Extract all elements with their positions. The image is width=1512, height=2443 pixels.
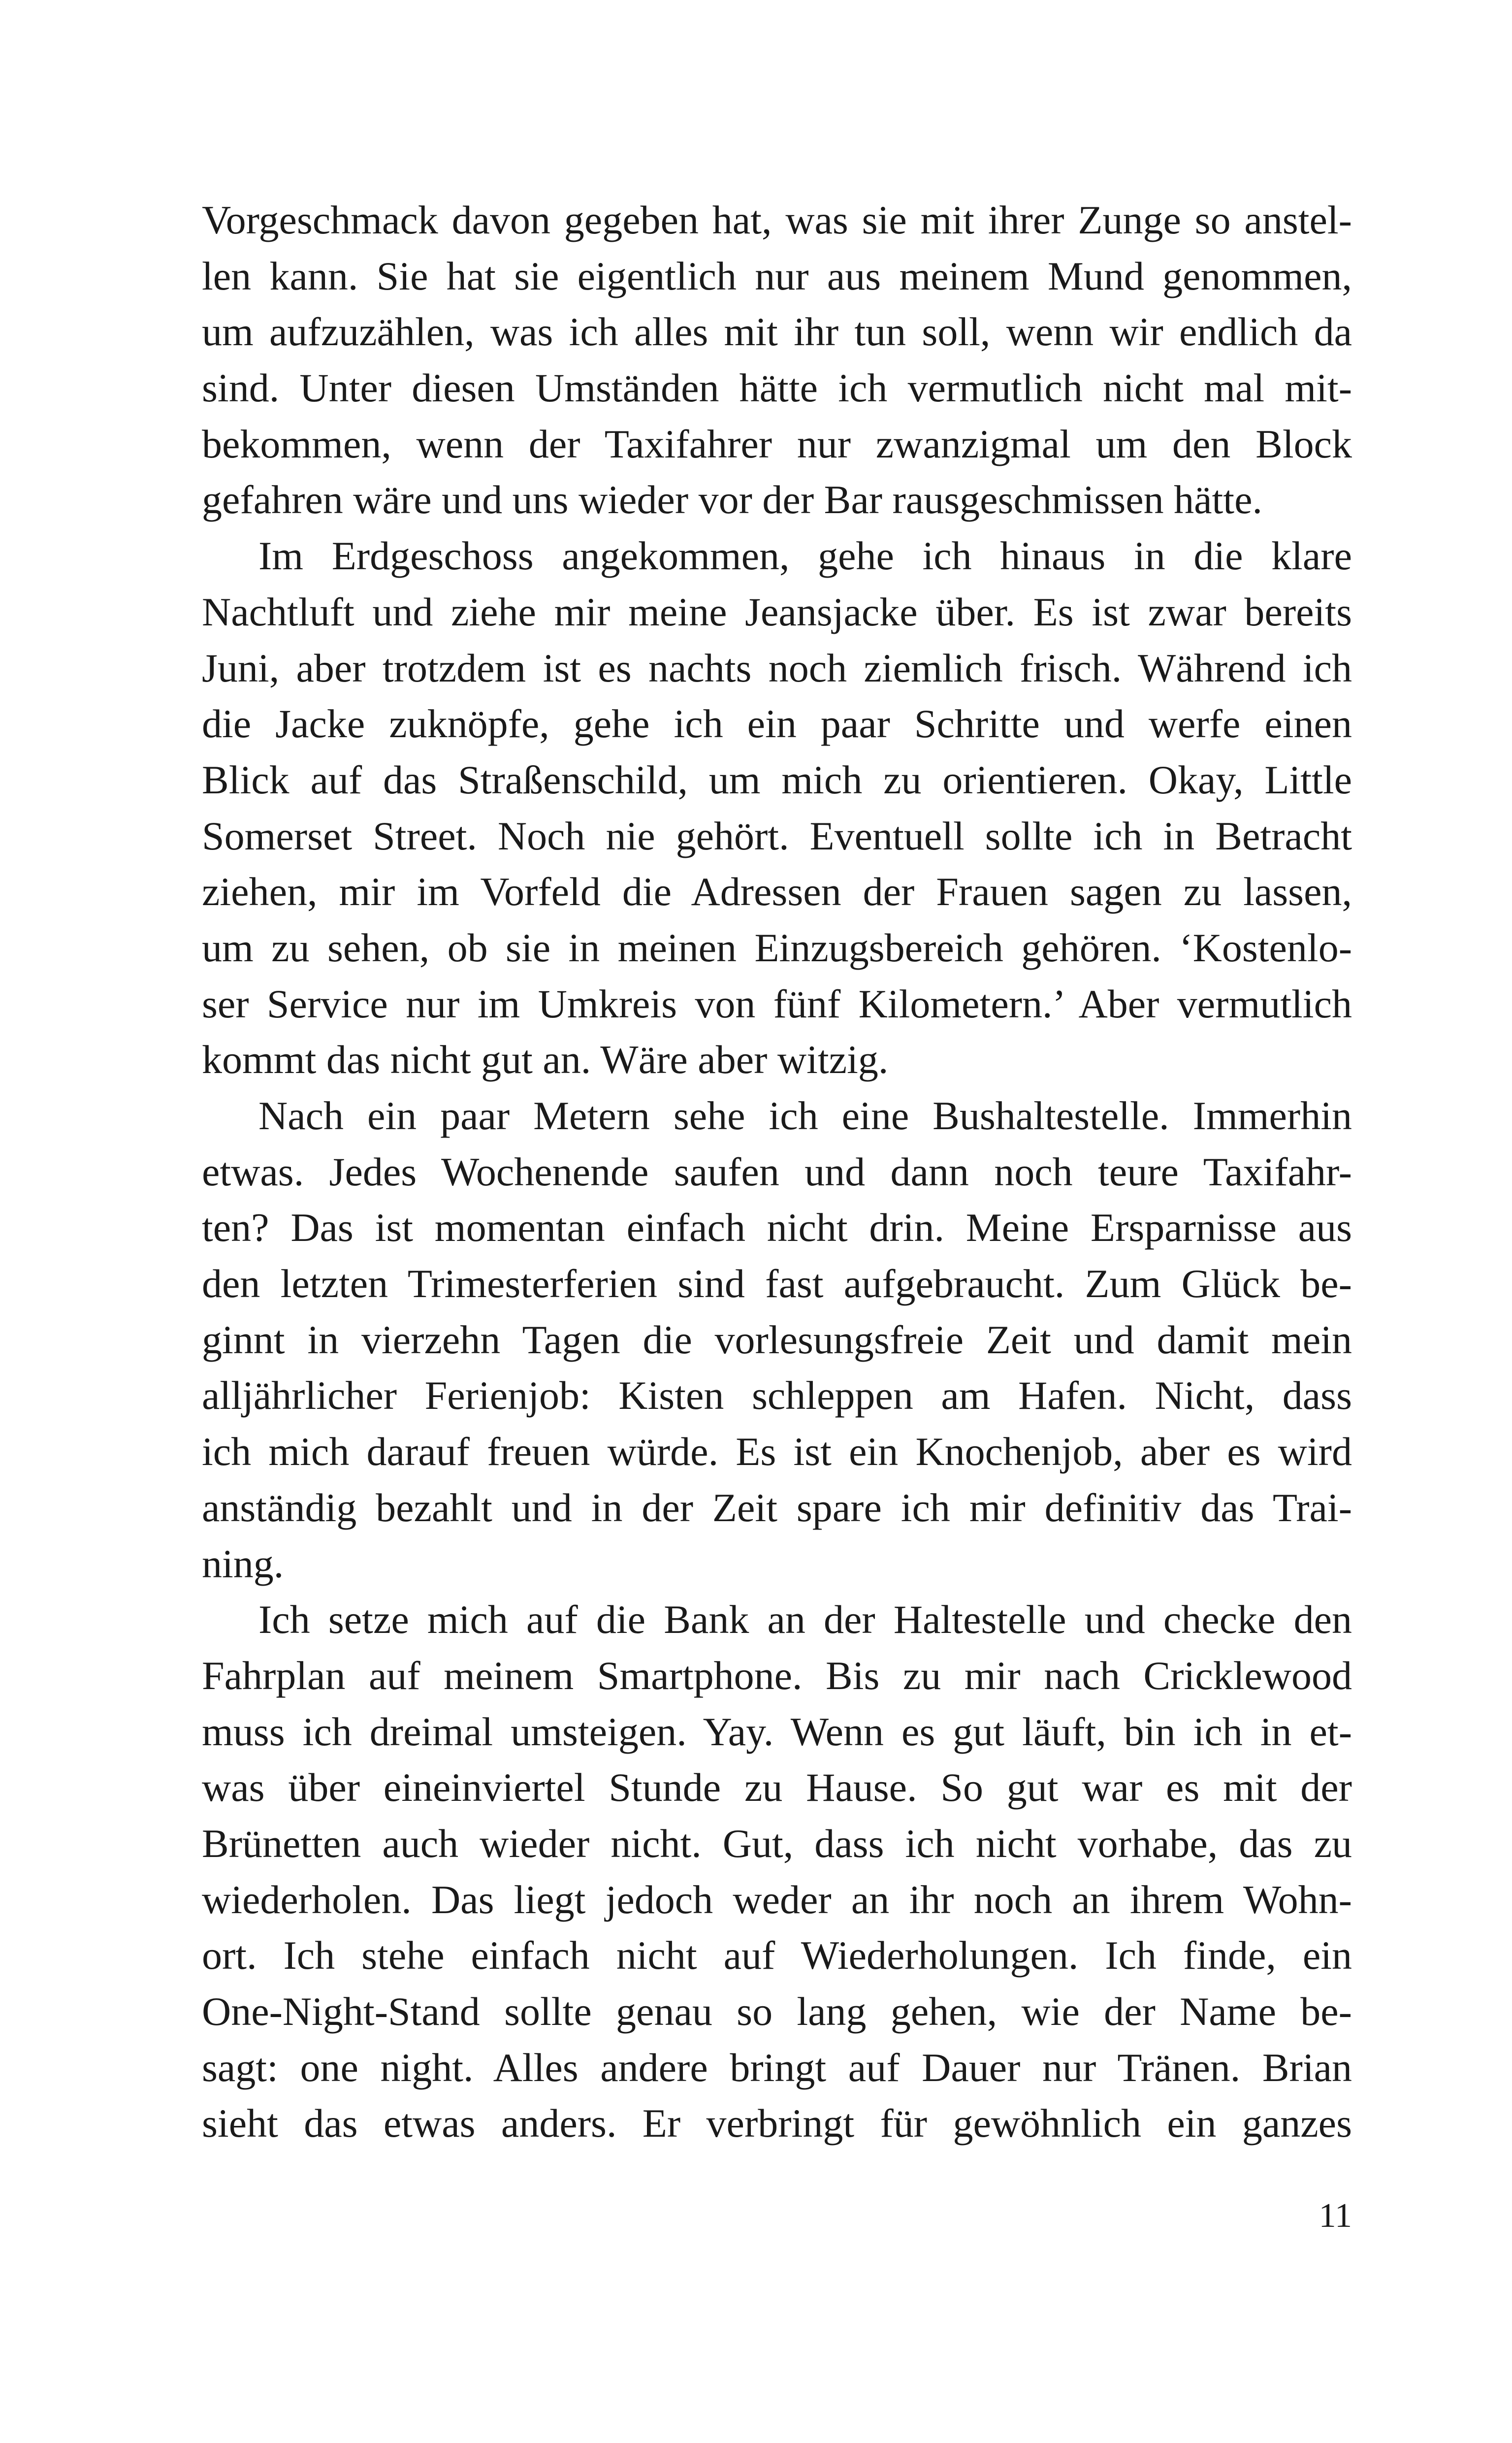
- text-line: ziehen, mir im Vorfeld die Adressen der Frauen sagen zu lassen,: [202, 869, 1352, 914]
- book-text: [202, 192, 1352, 2151]
- text-line: die Jacke zuknöpfe, gehe ich ein paar Schritte und werfe einen: [202, 701, 1352, 747]
- text-line: alljährlicher Ferienjob: Kisten schleppen am Hafen. Nicht, dass: [202, 1373, 1352, 1418]
- text-line: Ich setze mich auf die Bank an der Haltestelle und checke den: [258, 1597, 1352, 1642]
- text-line: anständig bezahlt und in der Zeit spare ich mir definitiv das Trai-: [202, 1485, 1352, 1530]
- text-line: was über eineinviertel Stunde zu Hause. So gut war es mit der: [202, 1765, 1352, 1810]
- text-line: sind. Unter diesen Umständen hätte ich vermutlich nicht mal mit-: [202, 365, 1352, 411]
- text-line: ser Service nur im Umkreis von fünf Kilometern.’ Aber vermutlich: [202, 981, 1352, 1026]
- text-line: Brünetten auch wieder nicht. Gut, dass ich nicht vorhabe, das zu: [202, 1821, 1352, 1866]
- text-line: Nach ein paar Metern sehe ich eine Bushaltestelle. Immerhin: [258, 1093, 1352, 1138]
- text-line: ginnt in vierzehn Tagen die vorlesungsfreie Zeit und damit mein: [202, 1317, 1352, 1362]
- text-line: kommt das nicht gut an. Wäre aber witzig.: [202, 1037, 889, 1082]
- paragraph: [202, 528, 1352, 1088]
- text-line: One-Night-Stand sollte genau so lang gehen, wie der Name be-: [202, 1989, 1352, 2034]
- text-line: Vorgeschmack davon gegeben hat, was sie mit ihrer Zunge so anstel-: [202, 197, 1352, 242]
- text-line: Somerset Street. Noch nie gehört. Eventuell sollte ich in Betracht: [202, 813, 1352, 858]
- text-line: len kann. Sie hat sie eigentlich nur aus meinem Mund genommen,: [202, 253, 1352, 298]
- text-line: etwas. Jedes Wochenende saufen und dann noch teure Taxifahr-: [202, 1149, 1352, 1194]
- text-line: Juni, aber trotzdem ist es nachts noch ziemlich frisch. Während ich: [202, 645, 1352, 690]
- paragraph: [202, 1088, 1352, 1592]
- text-line: ich mich darauf freuen würde. Es ist ein Knochenjob, aber es wird: [202, 1429, 1352, 1474]
- text-line: wiederholen. Das liegt jedoch weder an ihr noch an ihrem Wohn-: [202, 1877, 1352, 1922]
- text-line: ten? Das ist momentan einfach nicht drin. Meine Ersparnisse aus: [202, 1205, 1352, 1250]
- text-line: Fahrplan auf meinem Smartphone. Bis zu mir nach Cricklewood: [202, 1653, 1352, 1698]
- text-line: Nachtluft und ziehe mir meine Jeansjacke über. Es ist zwar bereits: [202, 589, 1352, 634]
- paragraph: [202, 1592, 1352, 2151]
- text-line: um zu sehen, ob sie in meinen Einzugsbereich gehören. ‘Kostenlo-: [202, 925, 1352, 970]
- text-line: um aufzuzählen, was ich alles mit ihr tun soll, wenn wir endlich da: [202, 309, 1352, 355]
- text-line: sieht das etwas anders. Er verbringt für gewöhnlich ein ganzes: [202, 2101, 1352, 2146]
- text-line: gefahren wäre und uns wieder vor der Bar rausgeschmissen hätte.: [202, 477, 1262, 522]
- text-line: Im Erdgeschoss angekommen, gehe ich hinaus in die klare: [258, 533, 1352, 579]
- text-line: ning.: [202, 1541, 284, 1586]
- text-line: Blick auf das Straßenschild, um mich zu orientieren. Okay, Little: [202, 757, 1352, 802]
- text-line: ort. Ich stehe einfach nicht auf Wiederholungen. Ich finde, ein: [202, 1933, 1352, 1978]
- page-number: 11: [1319, 2197, 1352, 2235]
- text-line: sagt: one night. Alles andere bringt auf Dauer nur Tränen. Brian: [202, 2045, 1352, 2090]
- text-line: bekommen, wenn der Taxifahrer nur zwanzigmal um den Block: [202, 421, 1352, 466]
- paragraph: [202, 192, 1352, 528]
- text-line: muss ich dreimal umsteigen. Yay. Wenn es gut läuft, bin ich in et-: [202, 1709, 1352, 1754]
- text-line: den letzten Trimesterferien sind fast aufgebraucht. Zum Glück be-: [202, 1261, 1352, 1306]
